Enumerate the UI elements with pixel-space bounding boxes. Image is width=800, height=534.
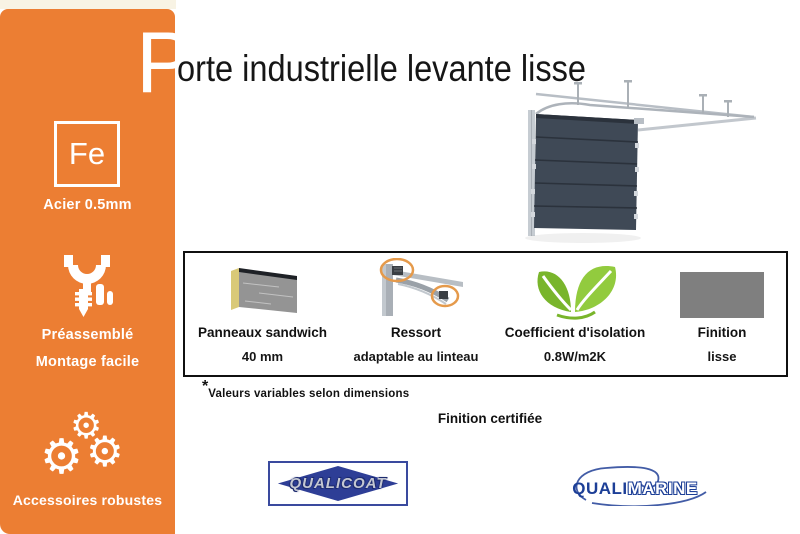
tools-icon	[52, 251, 122, 323]
feature-spring	[340, 253, 492, 375]
feature-insulation	[492, 253, 658, 375]
easy-mount-label: Montage facile	[35, 354, 140, 370]
steel-label: Acier 0.5mm	[43, 197, 132, 213]
asterisk: *	[202, 378, 209, 395]
qualimarine-logo	[556, 460, 714, 506]
page-title: orte industrielle levante lisse	[177, 48, 587, 89]
feature-finish	[658, 253, 786, 375]
feature-value: adaptable au linteau	[353, 349, 479, 364]
qualimarine-outline: MARINE	[627, 479, 698, 498]
smooth-finish-swatch	[680, 258, 764, 322]
spring-icon	[366, 258, 466, 322]
feature-name: Finition	[697, 325, 747, 340]
sectional-door-image	[478, 80, 800, 248]
accessories-label: Accessoires robustes	[12, 492, 163, 508]
fe-symbol: Fe	[68, 136, 106, 171]
iron-symbol-icon	[54, 121, 120, 187]
page-title-dropcap: P	[136, 15, 194, 111]
qualicoat-text: QUALICOAT	[289, 475, 387, 492]
qualimarine-text	[556, 479, 714, 499]
feature-sandwich-panel	[185, 253, 340, 375]
qualicoat-logo	[268, 461, 408, 506]
feature-value: lisse	[707, 349, 737, 364]
feature-value: 0.8W/m2K	[543, 349, 607, 364]
gears-icon	[40, 406, 140, 487]
feature-name: Ressort	[390, 325, 442, 340]
leaf-icon	[529, 258, 621, 322]
footnote-text: Valeurs variables selon dimensions	[208, 388, 410, 400]
feature-value: 40 mm	[241, 349, 284, 364]
feature-name: Panneaux sandwich	[197, 325, 328, 340]
gear-icon: ⚙	[40, 429, 84, 485]
preassembled-label: Préassemblé	[41, 327, 134, 343]
gear-icon: ⚙	[86, 427, 124, 476]
gear-icon: ⚙	[70, 406, 103, 447]
certification-heading: Finition certifiée	[437, 411, 543, 426]
qualimarine-solid: QUALI	[572, 479, 628, 498]
feature-strip	[183, 251, 788, 377]
top-cream-strip	[0, 0, 176, 9]
footnote	[202, 378, 409, 402]
sandwich-panel-icon	[219, 258, 307, 322]
feature-name: Coefficient d'isolation	[504, 325, 646, 340]
